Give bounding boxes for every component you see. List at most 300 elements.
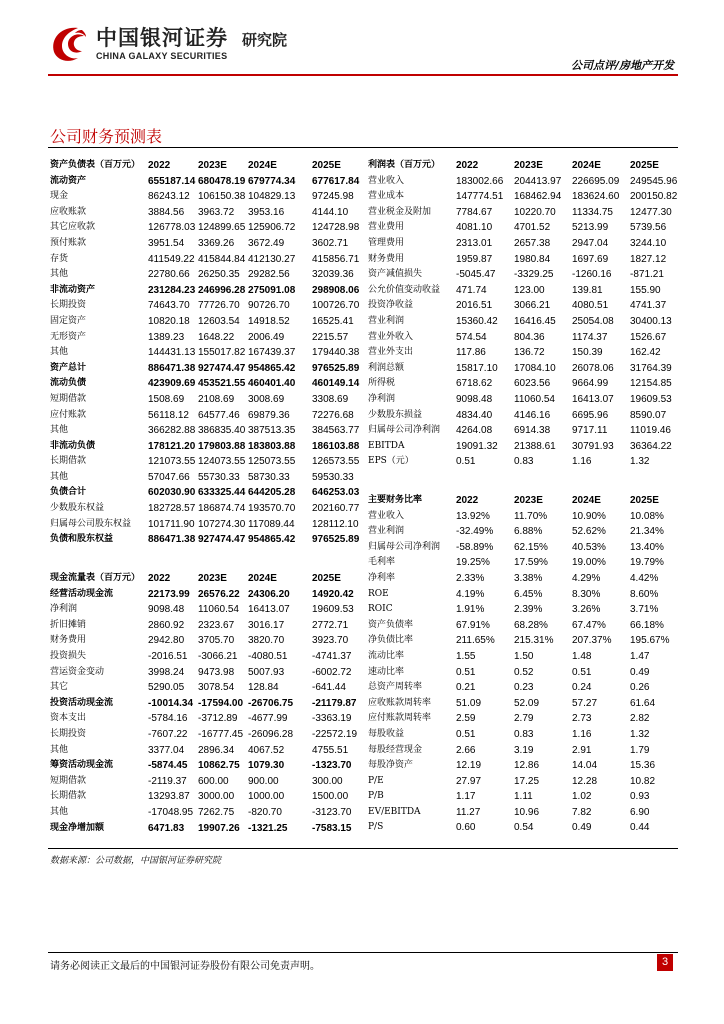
cell-value: 0.52 — [514, 666, 534, 678]
row-label: 无形资产 — [50, 331, 87, 342]
cell-value: 0.24 — [572, 682, 592, 694]
table-title: 主要财务比率 — [368, 495, 423, 505]
cell-value: -5045.47 — [456, 269, 496, 281]
table-row — [368, 805, 678, 821]
year-header: 2022 — [456, 495, 479, 506]
table-header-row — [368, 493, 678, 509]
cell-value: 195.67% — [630, 635, 670, 647]
cell-value: 4.19% — [456, 588, 485, 600]
cell-value: 4146.16 — [514, 409, 551, 421]
table-row — [368, 587, 678, 603]
cell-value: 124073.55 — [198, 456, 246, 468]
cell-value: 13.40% — [630, 541, 664, 553]
table-row — [50, 774, 360, 790]
table-row — [368, 439, 678, 455]
cell-value: 57.27 — [572, 697, 598, 709]
row-label: 短期借款 — [50, 393, 87, 404]
logo-english-name: CHINA GALAXY SECURITIES — [96, 51, 228, 61]
cell-value: 19609.53 — [312, 604, 354, 616]
cell-value: 179803.88 — [198, 440, 246, 452]
row-label: 资产负债率 — [368, 619, 414, 630]
cell-value: 6.45% — [514, 588, 543, 600]
cell-value: 3000.00 — [198, 791, 235, 803]
cell-value: 51.09 — [456, 697, 482, 709]
table-row — [368, 392, 678, 408]
row-label: 资产减值损失 — [368, 269, 423, 280]
table-row — [368, 555, 678, 571]
cell-value: 3672.49 — [248, 237, 285, 249]
cell-value: 0.21 — [456, 682, 476, 694]
cell-value: 3.71% — [630, 604, 659, 616]
row-label: 流动比率 — [368, 650, 405, 661]
table-row — [50, 376, 360, 392]
row-label: 其他 — [50, 347, 69, 358]
cell-value: 8.60% — [630, 588, 659, 600]
cash-flow-table — [50, 571, 360, 836]
table-row — [368, 236, 678, 252]
table-row — [50, 789, 360, 805]
row-label: 营业税金及附加 — [368, 206, 432, 217]
page-header — [0, 0, 724, 80]
cell-value: 954865.42 — [248, 534, 296, 546]
row-label: 其他 — [50, 425, 69, 436]
cell-value: -7583.15 — [312, 822, 352, 834]
cell-value: 3963.72 — [198, 206, 235, 218]
cell-value: 52.62% — [572, 526, 606, 538]
row-label: 毛利率 — [368, 557, 396, 568]
cell-value: 16525.41 — [312, 315, 354, 327]
row-label: 现金净增加额 — [50, 822, 105, 833]
year-header: 2024E — [572, 495, 601, 506]
cell-value: 40.53% — [572, 541, 606, 553]
cell-value: 423909.69 — [148, 378, 196, 390]
cell-value: -58.89% — [456, 541, 494, 553]
table-row — [50, 423, 360, 439]
row-label: 总资产周转率 — [368, 682, 423, 693]
cell-value: 1.16 — [572, 456, 592, 468]
cell-value: 2.91 — [572, 744, 592, 756]
cell-value: 4080.51 — [572, 300, 609, 312]
row-label: 财务费用 — [368, 253, 405, 264]
table-row — [368, 345, 678, 361]
table-row — [368, 633, 678, 649]
cell-value: -1321.25 — [248, 822, 288, 834]
row-label: 资本支出 — [50, 713, 87, 724]
table-row — [50, 283, 360, 299]
cell-value: 24306.20 — [248, 588, 290, 600]
cell-value: 3244.10 — [630, 237, 667, 249]
row-label: 现金 — [50, 191, 69, 202]
cell-value: 1827.12 — [630, 253, 667, 265]
cell-value: 124728.98 — [312, 222, 360, 234]
cell-value: 3953.16 — [248, 206, 285, 218]
table-row — [50, 501, 360, 517]
cell-value: -1260.16 — [572, 269, 612, 281]
cell-value: 59530.33 — [312, 471, 354, 483]
table-row — [50, 252, 360, 268]
table-row — [368, 711, 678, 727]
cell-value: 200150.82 — [630, 191, 678, 203]
cell-value: 3820.70 — [248, 635, 285, 647]
cell-value: 26576.22 — [198, 588, 240, 600]
cell-value: 11334.75 — [572, 206, 613, 218]
cell-value: 0.54 — [514, 822, 534, 834]
cell-value: 26078.06 — [572, 362, 614, 374]
table-row — [368, 509, 678, 525]
cell-value: 471.74 — [456, 284, 487, 296]
cell-value: 3.19 — [514, 744, 534, 756]
row-label: 营业收入 — [368, 510, 405, 521]
cell-value: 386835.40 — [198, 425, 246, 437]
table-row — [50, 532, 360, 548]
cell-value: 900.00 — [248, 775, 279, 787]
cell-value: 886471.38 — [148, 362, 196, 374]
cell-value: 2896.34 — [198, 744, 235, 756]
cell-value: 11.27 — [456, 806, 481, 818]
table-row — [50, 220, 360, 236]
row-label: 长期投资 — [50, 300, 87, 311]
cell-value: 186874.74 — [198, 503, 246, 515]
cell-value: 183803.88 — [248, 440, 296, 452]
cell-value: 10.82 — [630, 775, 656, 787]
cell-value: 186103.88 — [312, 440, 360, 452]
row-label: 折旧摊销 — [50, 619, 87, 630]
cell-value: 182728.57 — [148, 503, 196, 515]
row-label: 营业利润 — [368, 526, 405, 537]
cell-value: 0.26 — [630, 682, 650, 694]
cell-value: 6.88% — [514, 526, 543, 538]
source-divider — [48, 848, 678, 849]
cell-value: 2860.92 — [148, 619, 185, 631]
table-header-row — [50, 158, 360, 174]
table-row — [368, 820, 678, 836]
table-row — [50, 727, 360, 743]
cell-value: -820.70 — [248, 806, 282, 818]
row-label: 投资活动现金流 — [50, 697, 114, 708]
cell-value: 1980.84 — [514, 253, 551, 265]
cell-value: 6695.96 — [572, 409, 609, 421]
cell-value: -16777.45 — [198, 728, 244, 740]
cell-value: 58730.33 — [248, 471, 290, 483]
cell-value: 1.11 — [514, 791, 533, 803]
cell-value: 300.00 — [312, 775, 343, 787]
row-label: 净负债比率 — [368, 635, 414, 646]
cell-value: 1000.00 — [248, 791, 285, 803]
cell-value: 21388.61 — [514, 440, 556, 452]
cell-value: 1.02 — [572, 791, 592, 803]
cell-value: 19.25% — [456, 557, 490, 569]
row-label: P/E — [368, 775, 384, 786]
cell-value: 4755.51 — [312, 744, 349, 756]
cell-value: 6718.62 — [456, 378, 493, 390]
row-label: 净利润 — [368, 393, 396, 404]
cell-value: 22173.99 — [148, 588, 190, 600]
cell-value: 100726.70 — [312, 300, 360, 312]
cell-value: 3008.69 — [248, 393, 285, 405]
cell-value: 3308.69 — [312, 393, 349, 405]
logo-subtitle: 研究院 — [242, 31, 288, 49]
cell-value: 2108.69 — [198, 393, 235, 405]
cell-value: -1323.70 — [312, 760, 352, 772]
cell-value: 62.15% — [514, 541, 548, 553]
cell-value: 5213.99 — [572, 222, 609, 234]
cell-value: 12.19 — [456, 760, 482, 772]
row-label: 归属母公司净利润 — [368, 425, 441, 436]
row-label: 净利率 — [368, 572, 396, 583]
cell-value: 10862.75 — [198, 760, 240, 772]
cell-value: 17.59% — [514, 557, 548, 569]
cell-value: 21.34% — [630, 526, 664, 538]
cell-value: 3.26% — [572, 604, 601, 616]
cell-value: 72276.68 — [312, 409, 354, 421]
year-header: 2023E — [198, 573, 227, 584]
table-row — [50, 665, 360, 681]
table-row — [50, 485, 360, 501]
row-label: 营运资金变动 — [50, 666, 105, 677]
cell-value: 2.82 — [630, 713, 650, 725]
cell-value: 3705.70 — [198, 635, 235, 647]
cell-value: 101711.90 — [148, 518, 195, 530]
cell-value: 104829.13 — [248, 191, 296, 203]
cell-value: 30400.13 — [630, 315, 672, 327]
cell-value: 12154.85 — [630, 378, 672, 390]
cell-value: 2016.51 — [456, 300, 493, 312]
cell-value: 3078.54 — [198, 682, 235, 694]
row-label: 营业成本 — [368, 191, 405, 202]
cell-value: 6471.83 — [148, 822, 185, 834]
cell-value: 602030.90 — [148, 487, 196, 499]
row-label: 短期借款 — [50, 775, 87, 786]
year-header: 2025E — [630, 160, 659, 171]
cell-value: 2215.57 — [312, 331, 349, 343]
cell-value: 4144.10 — [312, 206, 349, 218]
cell-value: 29282.56 — [248, 269, 290, 281]
cell-value: 26250.35 — [198, 269, 240, 281]
cell-value: 178121.20 — [148, 440, 196, 452]
cell-value: -3329.25 — [514, 269, 554, 281]
row-label: 其他 — [50, 269, 69, 280]
cell-value: 215.31% — [514, 635, 554, 647]
cell-value: 9473.98 — [198, 666, 235, 678]
cell-value: 4.29% — [572, 572, 601, 584]
cell-value: 4264.08 — [456, 425, 493, 437]
cell-value: 1526.67 — [630, 331, 667, 343]
row-label: 每股收益 — [368, 728, 405, 739]
cell-value: 61.64 — [630, 697, 656, 709]
cell-value: 106150.38 — [198, 191, 246, 203]
cell-value: 25054.08 — [572, 315, 614, 327]
table-row — [368, 220, 678, 236]
cell-value: 0.23 — [514, 682, 534, 694]
cell-value: 2.33% — [456, 572, 485, 584]
cell-value: 202160.77 — [312, 503, 360, 515]
cell-value: 3066.21 — [514, 300, 551, 312]
cell-value: 8.30% — [572, 588, 601, 600]
row-label: 营业外支出 — [368, 347, 414, 358]
cell-value: 927474.47 — [198, 362, 246, 374]
cell-value: 14920.42 — [312, 588, 354, 600]
cell-value: -871.21 — [630, 269, 664, 281]
cell-value: 136.72 — [514, 347, 545, 359]
row-label: 应收账款周转率 — [368, 697, 432, 708]
table-header-row — [50, 571, 360, 587]
cell-value: 976525.89 — [312, 362, 360, 374]
cell-value: 6023.56 — [514, 378, 551, 390]
cell-value: 3.38% — [514, 572, 543, 584]
row-label: 资产总计 — [50, 362, 87, 373]
row-label: 存货 — [50, 253, 69, 264]
row-label: 公允价值变动收益 — [368, 284, 441, 295]
row-label: 营业收入 — [368, 175, 405, 186]
cell-value: 22780.66 — [148, 269, 190, 281]
table-row — [50, 345, 360, 361]
cell-value: 125073.55 — [248, 456, 296, 468]
cell-value: -5784.16 — [148, 713, 188, 725]
table-row — [50, 821, 360, 837]
cell-value: 64577.46 — [198, 409, 240, 421]
cell-value: 3377.04 — [148, 744, 185, 756]
cell-value: 886471.38 — [148, 534, 196, 546]
row-label: 营业外收入 — [368, 331, 414, 342]
row-label: 预付账款 — [50, 237, 87, 248]
cell-value: 415844.84 — [198, 253, 246, 265]
cell-value: 13.92% — [456, 510, 490, 522]
cell-value: 927474.47 — [198, 534, 246, 546]
cell-value: 460149.14 — [312, 378, 360, 390]
cell-value: 16416.45 — [514, 315, 556, 327]
cell-value: 211.65% — [456, 635, 495, 647]
cell-value: 11060.54 — [514, 393, 555, 405]
table-row — [50, 696, 360, 712]
financial-ratios-table — [368, 493, 678, 836]
cell-value: 0.51 — [456, 666, 476, 678]
table-row — [50, 408, 360, 424]
cell-value: 3884.56 — [148, 206, 185, 218]
row-label: 应付账款周转率 — [368, 713, 432, 724]
cell-value: 411549.22 — [148, 253, 195, 265]
cell-value: 0.60 — [456, 822, 476, 834]
cell-value: 17084.10 — [514, 362, 556, 374]
cell-value: 1.91% — [456, 604, 485, 616]
cell-value: 10220.70 — [514, 206, 556, 218]
table-title: 现金流量表（百万元） — [50, 573, 141, 583]
row-label: 归属母公司股东权益 — [50, 518, 132, 529]
cell-value: 11019.46 — [630, 425, 671, 437]
cell-value: 1174.37 — [572, 331, 608, 343]
cell-value: 6914.38 — [514, 425, 551, 437]
cell-value: 644205.28 — [248, 487, 296, 499]
row-label: 投资净收益 — [368, 300, 414, 311]
cell-value: 55730.33 — [198, 471, 240, 483]
cell-value: 16413.07 — [248, 604, 290, 616]
cell-value: 1.55 — [456, 650, 476, 662]
row-label: 少数股东损益 — [368, 409, 423, 420]
cell-value: -3712.89 — [198, 713, 238, 725]
cell-value: 2.66 — [456, 744, 476, 756]
cell-value: 139.81 — [572, 284, 603, 296]
cell-value: 15.36 — [630, 760, 656, 772]
cell-value: 4741.37 — [630, 300, 667, 312]
table-row — [368, 361, 678, 377]
cell-value: 249545.96 — [630, 175, 678, 187]
galaxy-logo-icon — [48, 24, 88, 64]
table-row — [50, 189, 360, 205]
cell-value: -4080.51 — [248, 650, 288, 662]
cell-value: 7262.75 — [198, 806, 235, 818]
cell-value: -2016.51 — [148, 650, 188, 662]
table-row — [50, 743, 360, 759]
year-header: 2022 — [456, 160, 479, 171]
row-label: 投资损失 — [50, 650, 87, 661]
cell-value: 128.84 — [248, 682, 279, 694]
cell-value: 1389.23 — [148, 331, 185, 343]
row-label: 净利润 — [50, 604, 78, 615]
table-row — [368, 376, 678, 392]
cell-value: 126778.03 — [148, 222, 196, 234]
cell-value: 150.39 — [572, 347, 603, 359]
cell-value: 226695.09 — [572, 175, 620, 187]
row-label: 营业费用 — [368, 222, 405, 233]
logo-chinese-name: 中国银河证券 — [96, 26, 228, 50]
page-number: 3 — [657, 954, 673, 971]
cell-value: 167439.37 — [248, 347, 296, 359]
cell-value: 11060.54 — [198, 604, 239, 616]
year-header: 2024E — [572, 160, 601, 171]
cell-value: 9098.48 — [148, 604, 185, 616]
row-label: 所得税 — [368, 378, 396, 389]
cell-value: 0.51 — [456, 456, 476, 468]
cell-value: 0.51 — [456, 728, 476, 740]
row-label: 非流动资产 — [50, 284, 96, 295]
row-label: 负债合计 — [50, 487, 87, 498]
cell-value: 10.08% — [630, 510, 664, 522]
cell-value: 1.50 — [514, 650, 534, 662]
cell-value: 677617.84 — [312, 175, 360, 187]
cell-value: 13293.87 — [148, 791, 190, 803]
table-row — [368, 774, 678, 790]
cell-value: 155.90 — [630, 284, 661, 296]
cell-value: 0.83 — [514, 456, 534, 468]
table-title: 利润表（百万元） — [368, 160, 441, 170]
cell-value: 1.32 — [630, 728, 650, 740]
row-label: 经营活动现金流 — [50, 588, 114, 599]
cell-value: -32.49% — [456, 526, 494, 538]
cell-value: 5739.56 — [630, 222, 667, 234]
cell-value: 121073.55 — [148, 456, 196, 468]
cell-value: 12.28 — [572, 775, 598, 787]
cell-value: 1508.69 — [148, 393, 185, 405]
cell-value: 16413.07 — [572, 393, 614, 405]
table-row — [368, 314, 678, 330]
cell-value: 97245.98 — [312, 191, 354, 203]
cell-value: 207.37% — [572, 635, 612, 647]
row-label: 营业利润 — [368, 315, 405, 326]
cell-value: 4067.52 — [248, 744, 285, 756]
year-header: 2022 — [148, 160, 171, 171]
cell-value: 14918.52 — [248, 315, 290, 327]
cell-value: 1.79 — [630, 744, 650, 756]
cell-value: 117089.44 — [248, 518, 295, 530]
cell-value: 3602.71 — [312, 237, 349, 249]
cell-value: 19907.26 — [198, 822, 240, 834]
cell-value: 600.00 — [198, 775, 229, 787]
cell-value: -5874.45 — [148, 760, 188, 772]
cell-value: 32039.36 — [312, 269, 354, 281]
row-label: EV/EBITDA — [368, 806, 421, 817]
table-row — [50, 361, 360, 377]
table-row — [50, 236, 360, 252]
cell-value: 0.49 — [630, 666, 650, 678]
